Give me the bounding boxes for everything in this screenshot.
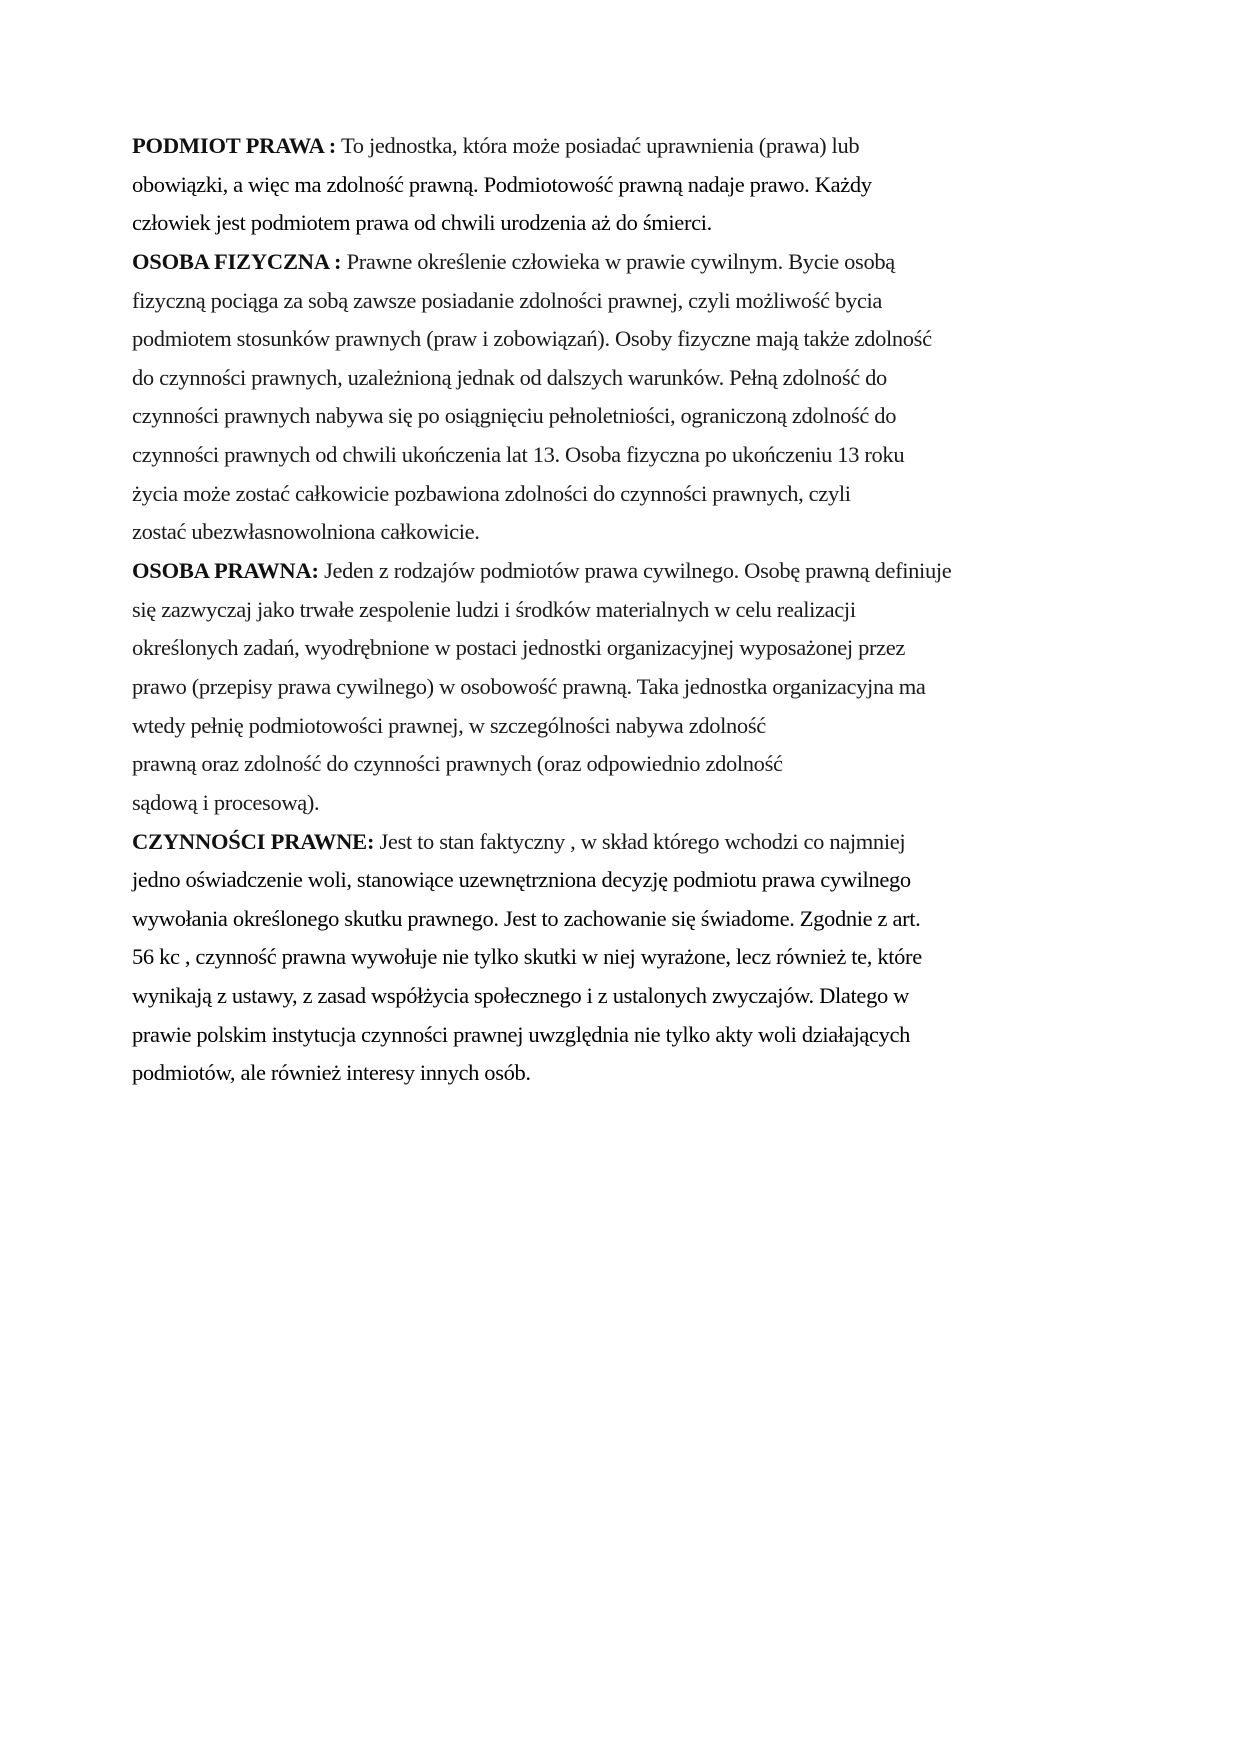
text-line: podmiotem stosunków prawnych (praw i zobowiązań). Osoby fizyczne mają także zdolność — [132, 326, 932, 352]
text-line: Prawne określenie człowieka w prawie cywilnym. Bycie osobą — [341, 248, 895, 274]
text-line: wtedy pełnię podmiotowości prawnej, w szczególności nabywa zdolność — [132, 712, 766, 738]
text-line: wywołania określonego skutku prawnego. Jest to zachowanie się świadome. Zgodnie z art. — [132, 905, 921, 931]
term-heading: CZYNNOŚCI PRAWNE: — [132, 828, 375, 854]
term-heading: OSOBA FIZYCZNA : — [132, 248, 342, 274]
text-line: określonych zadań, wyodrębnione w postaci jednostki organizacyjnej wyposażonej przez — [132, 635, 906, 661]
text-line: jedno oświadczenie woli, stanowiące uzewnętrzniona decyzję podmiotu prawa cywilnego — [132, 867, 911, 893]
text-line: To jednostka, która może posiadać uprawnienia (prawa) lub — [336, 133, 860, 158]
text-line: czynności prawnych nabywa się po osiągnięciu pełnoletniości, ograniczoną zdolność do — [132, 403, 897, 429]
text-line: prawie polskim instytucja czynności prawnej uwzględnia nie tylko akty woli działających — [132, 1021, 911, 1047]
text-line: prawną oraz zdolność do czynności prawnych (oraz odpowiednio zdolność — [132, 751, 783, 777]
text-line: czynności prawnych od chwili ukończenia lat 13. Osoba fizyczna po ukończeniu 13 roku — [132, 442, 905, 468]
definition-podmiot-prawa — [132, 127, 1132, 166]
text-line: życia może zostać całkowicie pozbawiona zdolności do czynności prawnych, czyli — [132, 480, 851, 506]
term-heading: OSOBA PRAWNA: — [132, 558, 319, 584]
text-line: się zazwyczaj jako trwałe zespolenie ludzi i środków materialnych w celu realizacji — [132, 596, 856, 622]
definition-osoba-fizyczna — [132, 243, 1132, 282]
text-line: człowiek jest podmiotem prawa od chwili urodzenia aż do śmierci. — [132, 210, 712, 236]
text-line: podmiotów, ale również interesy innych osób. — [132, 1060, 531, 1086]
term-heading: PODMIOT PRAWA : — [132, 133, 337, 158]
text-line: prawo (przepisy prawa cywilnego) w osobowość prawną. Taka jednostka organizacyjna ma — [132, 673, 926, 699]
text-line: obowiązki, a więc ma zdolność prawną. Podmiotowość prawną nadaje prawo. Każdy — [132, 171, 872, 197]
text-line: wynikają z ustawy, z zasad współżycia społecznego i z ustalonych zwyczajów. Dlatego w — [132, 983, 910, 1009]
definition-osoba-prawna — [132, 552, 1132, 591]
text-line: do czynności prawnych, uzależnioną jednak od dalszych warunków. Pełną zdolność do — [132, 364, 887, 390]
text-line: Jest to stan faktyczny , w skład którego wchodzi co najmniej — [374, 828, 906, 854]
definition-czynnosci-prawne — [132, 823, 1132, 862]
text-line: fizyczną pociąga za sobą zawsze posiadanie zdolności prawnej, czyli możliwość bycia — [132, 287, 882, 313]
text-line: 56 kc , czynność prawna wywołuje nie tylko skutki w niej wyrażone, lecz również te, które — [132, 944, 922, 970]
text-line: Jeden z rodzajów podmiotów prawa cywilnego. Osobę prawną definiuje — [318, 558, 952, 584]
document-body — [132, 127, 1132, 1093]
text-line: sądową i procesową). — [132, 789, 320, 815]
text-line: zostać ubezwłasnowolniona całkowicie. — [132, 519, 480, 545]
